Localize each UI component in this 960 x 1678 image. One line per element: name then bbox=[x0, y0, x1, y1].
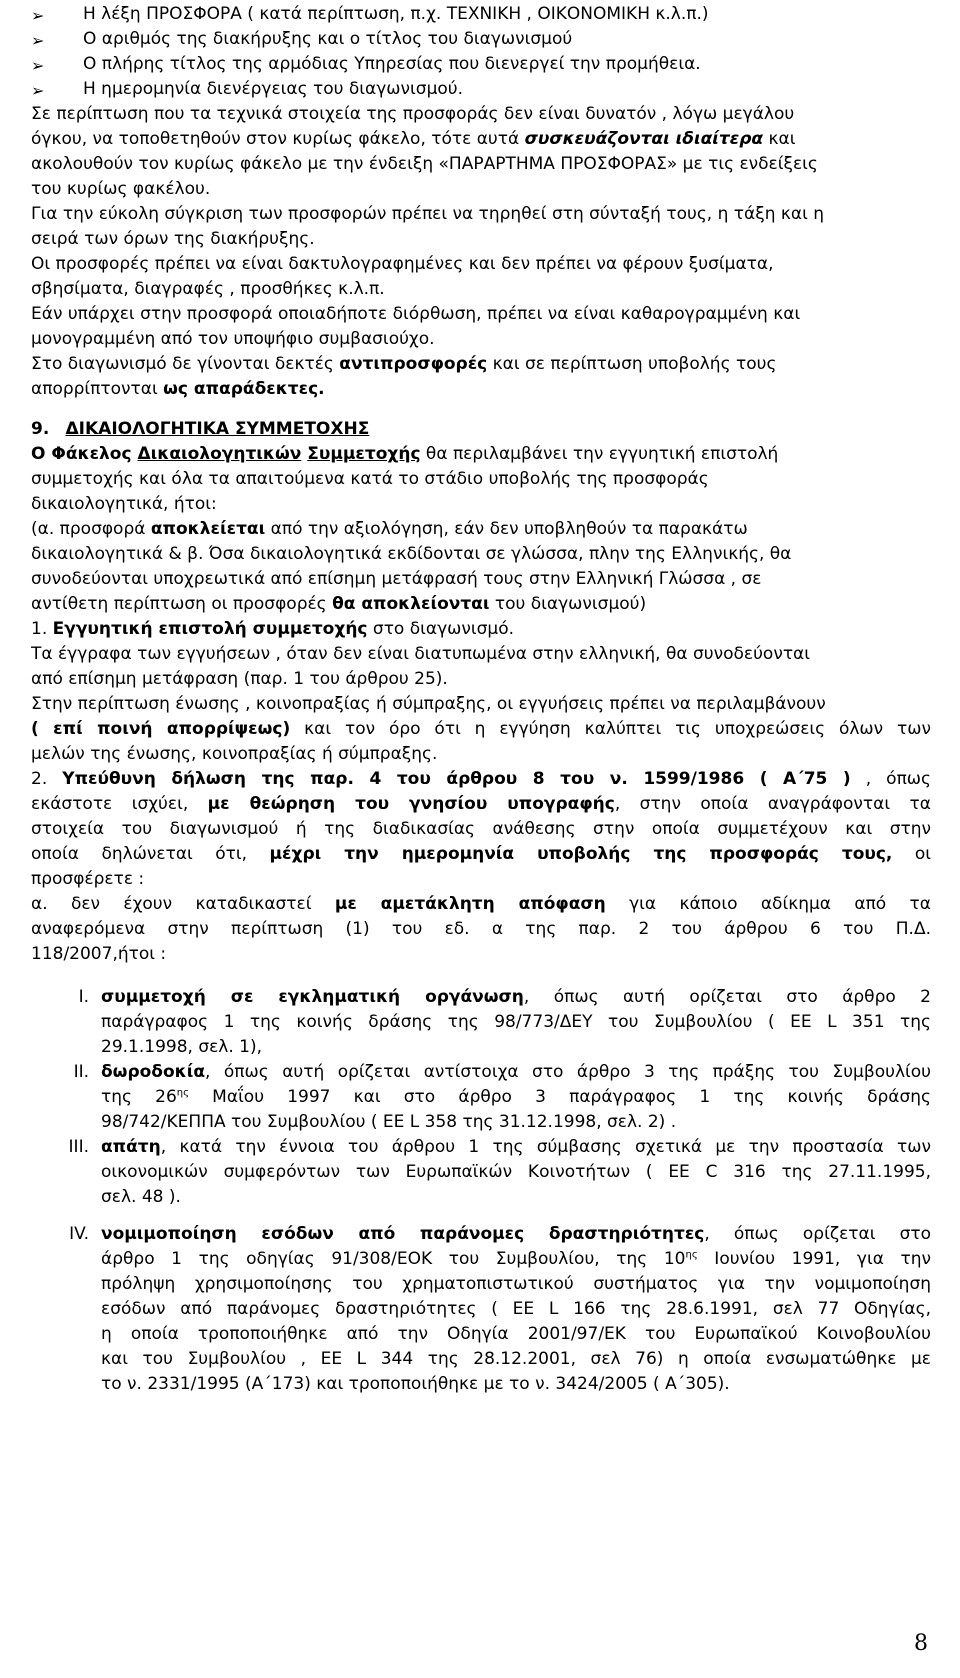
item-guarantee-letter: 1. Εγγυητική επιστολή συμμετοχής στο διαγωνισμό. bbox=[31, 619, 515, 639]
paragraph-no-conviction: α. δεν έχουν καταδικαστεί με αμετάκλητη απόφαση για κάποιο αδίκημα από τα αναφερόμενα στην περίπτωση (1) του εδ. α της παρ. 2 του άρθρου 6 του Π.Δ. 118/2007,ήτοι : bbox=[31, 894, 931, 964]
paragraph-guarantee-translation: Τα έγγραφα των εγγυήσεων , όταν δεν είναι διατυπωμένα στην ελληνική, θα συνοδεύονται από επίσημη μετάφραση (παρ. 1 του άρθρου 25). bbox=[31, 644, 811, 689]
paragraph-joint-venture: Στην περίπτωση ένωσης , κοινοπραξίας ή σύμπραξης, οι εγγυήσεις πρέπει να περιλαμβάνουν ( επί ποινή απορρίψεως) και τον όρο ότι η εγγύηση καλύπτει τις υποχρεώσεις όλων των μελών της ένωσης, κοινοπραξίας ή σύμπραξης. bbox=[31, 694, 932, 764]
roman-item-money-laundering: IV. νομιμοποίηση εσόδων από παράνομες δραστηριότητες, όπως ορίζεται στο άρθρο 1 της οδηγίας 91/308/ΕΟΚ του Συμβουλίου, της $10^{\eta\varsigma}$ Ιουνίου 1991, για την πρόληψη χρησιμοποίησης του χρηματοπιστωτικού συστήματος για την νομιμοποίηση εσόδων από παράνομες δραστηριότητες ( ΕΕ L 166 της 28.6.1991, σελ 77 Οδηγίας, η οποία τροποποιήθηκε από την Οδηγία 2001/97/ΕΚ του Ευρωπαϊκού Κοινοβουλίου και του Συμβουλίου , ΕΕ L 344 της 28.12.2001, σελ 76) η οποία ενσωματώθηκε με το ν. 2331/1995 (Α΄173) και τροποποιήθηκε με το ν. 3424/2005 ( Α΄305). bbox=[69, 1224, 931, 1394]
arrowhead-bullet-icon: ➢ bbox=[31, 81, 45, 100]
paragraph-counteroffers: Στο διαγωνισμό δε γίνονται δεκτές αντιπροσφορές και σε περίπτωση υποβολής τους απορρίπτονται ως απαράδεκτες. bbox=[31, 354, 777, 399]
roman-item-bribery: II. δωροδοκία, όπως αυτή ορίζεται αντίστοιχα στο άρθρο 3 της πράξης του Συμβουλίου της $26^{\eta\varsigma}$ Μαΐου 1997 και στο άρθρο 3 παράγραφος 1 της κοινής δράσης 98/742/ΚΕΠΠΑ του Συμβουλίου ( ΕΕ L 358 της 31.12.1998, σελ. 2) . bbox=[73, 1062, 931, 1132]
arrowhead-bullet-icon: ➢ bbox=[31, 6, 45, 25]
paragraph-participation-folder: Ο Φάκελος Δικαιολογητικών Συμμετοχής θα περιλαμβάνει την εγγυητική επιστολή συμμετοχής και όλα τα απαιτούμενα κατά το στάδιο υποβολής της προσφοράς δικαιολογητικά, ήτοι: bbox=[31, 444, 779, 514]
section-heading: 9. ΔΙΚΑΙΟΛΟΓΗΤΙΚΑ ΣΥΜΜΕΤΟΧΗΣ bbox=[31, 419, 370, 439]
paragraph-typewritten: Οι προσφορές πρέπει να είναι δακτυλογραφημένες και δεν πρέπει να φέρουν ξυσίματα, σβησίματα, διαγραφές , προσθήκες κ.λ.π. bbox=[31, 254, 774, 299]
arrowhead-bullet-icon: ➢ bbox=[31, 31, 45, 50]
bullet-item: ➢ Η λέξη ΠΡΟΣΦΟΡΑ ( κατά περίπτωση, π.χ. ΤΕΧΝΙΚΗ , ΟΙΚΟΝΟΜΙΚΗ κ.λ.π.) bbox=[31, 2, 931, 27]
paragraph-corrections: Εάν υπάρχει στην προσφορά οποιαδήποτε διόρθωση, πρέπει να είναι καθαρογραμμένη και μονογραμμένη από τον υποψήφιο συμβασιούχο. bbox=[31, 304, 801, 349]
bullet-item: ➢ Ο πλήρης τίτλος της αρμόδιας Υπηρεσίας που διενεργεί την προμήθεια. bbox=[31, 52, 931, 77]
bullet-item: ➢ Ο αριθμός της διακήρυξης και ο τίτλος του διαγωνισμού bbox=[31, 27, 931, 52]
arrowhead-bullet-icon: ➢ bbox=[31, 56, 45, 75]
bullet-item: ➢ Η ημερομηνία διενέργειας του διαγωνισμού. bbox=[31, 77, 931, 102]
paragraph-technical-data: Σε περίπτωση που τα τεχνικά στοιχεία της προσφοράς δεν είναι δυνατόν , λόγω μεγάλου όγκου, να τοποθετηθούν στον κυρίως φάκελο, τότε αυτά συσκευάζονται ιδιαίτερα και ακολουθούν τον κυρίως φάκελο με την ένδειξη «ΠΑΡΑΡΤΗΜΑ ΠΡΟΣΦΟΡΑΣ» με τις ενδείξεις του κυρίως φακέλου. bbox=[31, 104, 818, 199]
item-solemn-declaration: 2. Υπεύθυνη δήλωση της παρ. 4 του άρθρου 8 του ν. 1599/1986 ( Α΄75 ) , όπως εκάστοτε ισχύει, με θεώρηση του γνησίου υπογραφής, στην οποία αναγράφονται τα στοιχεία του διαγωνισμού ή της διαδικασίας ανάθεσης στην οποία συμμετέχουν και στην οποία δηλώνεται ότι, μέχρι την ημερομηνία υποβολής της προσφοράς τους, οι προσφέρετε : bbox=[31, 769, 932, 889]
paragraph-exclusion-note: (α. προσφορά αποκλείεται από την αξιολόγηση, εάν δεν υποβληθούν τα παρακάτω δικαιολογητικά & β. Όσα δικαιολογητικά εκδίδονται σε γλώσσα, πλην της Ελληνικής, θα συνοδεύονται υποχρεωτικά από επίσημη μετάφρασή τους στην Ελληνική Γλώσσα , σε αντίθετη περίπτωση οι προσφορές θα αποκλείονται του διαγωνισμού) bbox=[31, 519, 792, 614]
roman-item-fraud: III. απάτη, κατά την έννοια του άρθρου 1 της σύμβασης σχετικά με την προστασία των οικονομικών συμφερόντων των Ευρωπαϊκών Κοινοτήτων ( ΕΕ C 316 της 27.11.1995, σελ. 48 ). bbox=[68, 1137, 931, 1207]
paragraph-comparison: Για την εύκολη σύγκριση των προσφορών πρέπει να τηρηθεί στη σύνταξή τους, η τάξη και η σειρά των όρων της διακήρυξης. bbox=[31, 204, 825, 249]
page-number: 8 bbox=[914, 1631, 928, 1656]
document-page bbox=[31, 2, 931, 1397]
roman-item-criminal-organisation: I. συμμετοχή σε εγκληματική οργάνωση, όπως αυτή ορίζεται στο άρθρο 2 παράγραφος 1 της κοινής δράσης της 98/773/ΔΕΥ του Συμβουλίου ( ΕΕ L 351 της 29.1.1998, σελ. 1), bbox=[78, 987, 931, 1057]
